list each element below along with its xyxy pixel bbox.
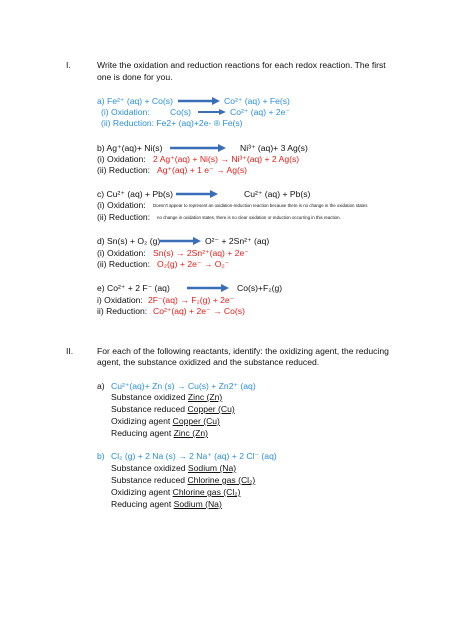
part-b-prefix: b) xyxy=(97,451,105,461)
part-a-oxidizing-agent: Oxidizing agent Copper (Cu) xyxy=(111,416,220,426)
part-b-reduced: Substance reduced Chlorine gas (Cl₂) xyxy=(111,475,256,485)
reaction-e-reduction-answer: Co²⁺(aq) + 2e⁻ → Co(s) xyxy=(153,306,245,316)
reaction-d-oxidation-label: (i) Oxidation: xyxy=(97,248,146,258)
part-b-oxidized-value: Sodium (Na) xyxy=(187,463,237,473)
reaction-a-right: Co²⁺ (aq) + Fe(s) xyxy=(224,96,290,106)
reaction-c-left: c) Cu²⁺ (aq) + Pb(s) xyxy=(97,189,173,199)
section-2-numeral: II. xyxy=(66,346,74,356)
reaction-e-right: Co(s)+F₂(g) xyxy=(237,283,283,293)
part-a-oxidized-value: Zinc (Zn) xyxy=(187,392,223,402)
reaction-d-right: O²⁻ + 2Sn²⁺ (aq) xyxy=(205,236,270,246)
part-a-equation: Cu²⁺(aq)+ Zn (s) → Cu(s) + Zn2⁺ (aq) xyxy=(111,381,256,391)
reaction-e-oxidation-answer: 2F⁻(aq) → F₂(g) + 2e⁻ xyxy=(148,295,235,305)
reaction-d-oxidation-answer: Sn(s) → 2Sn²⁺(aq) + 2e⁻ xyxy=(153,248,249,258)
part-a-oxidized: Substance oxidized Zinc (Zn) xyxy=(111,392,223,402)
reaction-d-reduction-label: (ii) Reduction: xyxy=(97,259,151,269)
part-b-equation: Cl₂ (g) + 2 Na (s) → 2 Na⁺ (aq) + 2 Cl⁻ (aq) xyxy=(111,451,277,461)
reaction-d-reduction-answer: O₂(g) + 2e⁻ → O₂⁻ xyxy=(157,259,230,269)
reaction-a-oxidation-left: Co(s) xyxy=(170,107,192,117)
reaction-a-oxidation-label: (i) Oxidation: xyxy=(101,107,150,117)
section-2-instruction: For each of the following reactants, identify: the oxidizing agent, the reducing xyxy=(97,346,389,356)
reaction-c-oxidation-note: Doesn't appear to represent an oxidation-reduction reaction because there is no change in the oxidation states xyxy=(153,203,368,208)
reaction-b-right: Ni³⁺ (aq)+ 3 Ag(s) xyxy=(240,143,308,153)
part-b-reduced-value: Chlorine gas (Cl₂) xyxy=(187,475,256,485)
part-b-reducing-agent-value: Sodium (Na) xyxy=(173,499,222,509)
reaction-c-oxidation-label: (i) Oxidation: xyxy=(97,200,146,210)
part-a-reducing-agent: Reducing agent Zinc (Zn) xyxy=(111,428,208,438)
reaction-a-oxidation-right: Co²⁺ (aq) + 2e⁻ xyxy=(230,107,290,117)
reaction-b-left: b) Ag⁺(aq)+ Ni(s) xyxy=(97,143,163,153)
part-a-reduced: Substance reduced Copper (Cu) xyxy=(111,404,235,414)
reaction-c-right: Cu²⁺ (aq) + Pb(s) xyxy=(244,189,311,199)
section-2-instruction-cont: agent, the substance oxidized and the substance reduced. xyxy=(97,357,320,367)
part-a-prefix: a) xyxy=(97,381,105,391)
part-b-reducing-agent: Reducing agent Sodium (Na) xyxy=(111,499,222,509)
reaction-c-reduction-note: no change in oxidation states, there is no clear oxidation or reduction occurring in this reaction. xyxy=(157,215,341,220)
reaction-e-reduction-label: ii) Reduction: xyxy=(97,306,148,316)
part-a-reducing-agent-value: Zinc (Zn) xyxy=(173,428,208,438)
reaction-b-reduction-label: (ii) Reduction: xyxy=(97,165,151,175)
reaction-b-reduction-answer: Ag⁺(aq) + 1 e⁻ → Ag(s) xyxy=(157,165,248,175)
part-b-oxidizing-agent-value: Chlorine gas (Cl₂) xyxy=(172,487,241,497)
reaction-a-reduction: (ii) Reduction: Fe2+ (aq)+2e- ® Fe(s) xyxy=(101,118,243,128)
reaction-e-oxidation-label: i) Oxidation: xyxy=(97,295,143,305)
reaction-b-oxidation-label: (i) Oxidation: xyxy=(97,154,146,164)
reaction-d-left: d) Sn(s) + O₂ (g) xyxy=(97,236,161,246)
section-1-numeral: I. xyxy=(66,60,71,70)
section-1-instruction: Write the oxidation and reduction reactions for each redox reaction. The first xyxy=(97,60,386,70)
reaction-b-oxidation-answer: 2 Ag⁺(aq) + Ni(s) → Ni³⁺(aq) + 2 Ag(s) xyxy=(153,154,300,164)
reaction-c-reduction-label: (ii) Reduction: xyxy=(97,212,151,222)
part-b-oxidized: Substance oxidized Sodium (Na) xyxy=(111,463,237,473)
part-a-reduced-value: Copper (Cu) xyxy=(187,404,235,414)
part-a-oxidizing-agent-value: Copper (Cu) xyxy=(172,416,220,426)
reaction-e-left: e) Co²⁺ + 2 F⁻ (aq) xyxy=(97,283,170,293)
part-b-oxidizing-agent: Oxidizing agent Chlorine gas (Cl₂) xyxy=(111,487,241,497)
section-1-instruction-cont: one is done for you. xyxy=(97,72,173,82)
reaction-a-left: a) Fe²⁺ (aq) + Co(s) xyxy=(97,96,173,106)
